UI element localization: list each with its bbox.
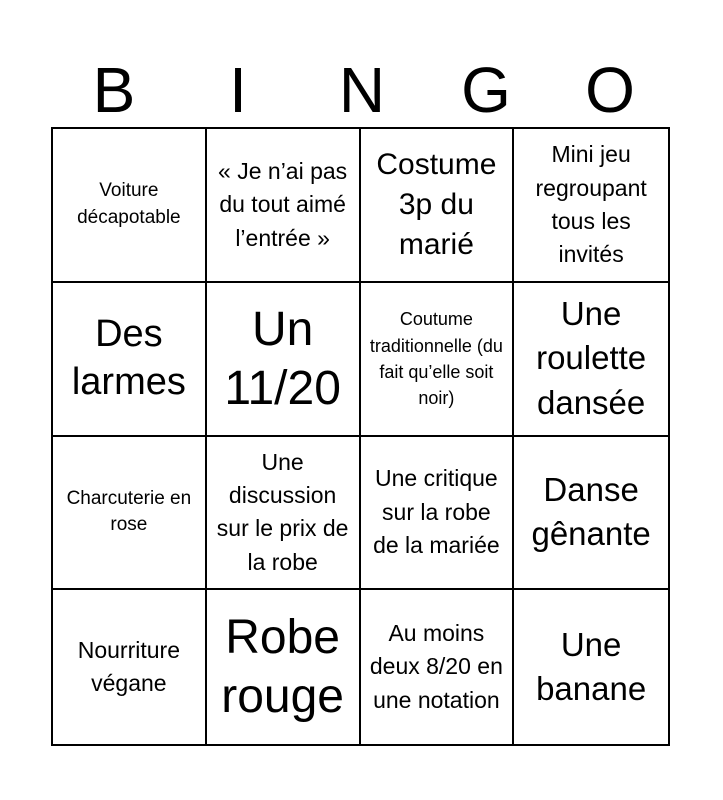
cell-text: Costume 3p du marié — [376, 148, 497, 261]
cell-text: Mini jeu regroupant tous les invités — [535, 141, 647, 268]
bingo-cell-r3c4[interactable] — [514, 437, 668, 591]
cell-text: Une critique sur la robe de la mariée — [373, 465, 500, 559]
cell-text: Nourriture végane — [77, 636, 180, 697]
header-letter-n: N — [338, 54, 386, 126]
bingo-cell-r1c2[interactable] — [207, 129, 361, 283]
header-letter-i: I — [229, 54, 247, 126]
cell-text: Une discussion sur le prix de la robe — [216, 448, 349, 575]
cell-text: Charcuterie en rose — [66, 487, 192, 536]
bingo-cell-r2c1[interactable] — [53, 283, 207, 437]
bingo-cell-r4c3[interactable] — [361, 590, 515, 744]
bingo-cell-r4c4[interactable] — [514, 590, 668, 744]
cell-text: Des larmes — [71, 312, 186, 403]
bingo-cell-r4c2[interactable] — [207, 590, 361, 744]
header-letter-o: O — [585, 54, 635, 126]
bingo-cell-r1c1[interactable] — [53, 129, 207, 283]
cell-text: Une banane — [536, 625, 647, 708]
bingo-cell-r2c3[interactable] — [361, 283, 515, 437]
cell-text: Danse gênante — [531, 470, 651, 553]
bingo-cell-r2c4[interactable] — [514, 283, 668, 437]
bingo-cell-r3c2[interactable] — [207, 437, 361, 591]
cell-text: Une roulette dansée — [536, 294, 647, 421]
bingo-board — [51, 127, 670, 746]
bingo-cell-r3c3[interactable] — [361, 437, 515, 591]
bingo-cell-r3c1[interactable] — [53, 437, 207, 591]
bingo-header — [52, 52, 672, 128]
bingo-cell-r1c3[interactable] — [361, 129, 515, 283]
bingo-cell-r4c1[interactable] — [53, 590, 207, 744]
bingo-cell-r2c2[interactable] — [207, 283, 361, 437]
cell-text: Robe rouge — [221, 611, 344, 724]
cell-text: Au moins deux 8/20 en une notation — [369, 620, 503, 713]
header-letter-g: G — [461, 54, 511, 126]
cell-text: « Je n’ai pas du tout aimé l’entrée » — [218, 157, 348, 251]
cell-text: Un 11/20 — [224, 302, 341, 415]
bingo-cell-r1c4[interactable] — [514, 129, 668, 283]
cell-text: Coutume traditionnelle (du fait qu’elle soit noir) — [369, 309, 503, 408]
cell-text: Voiture décapotable — [77, 180, 181, 228]
header-letter-b: B — [92, 54, 136, 126]
